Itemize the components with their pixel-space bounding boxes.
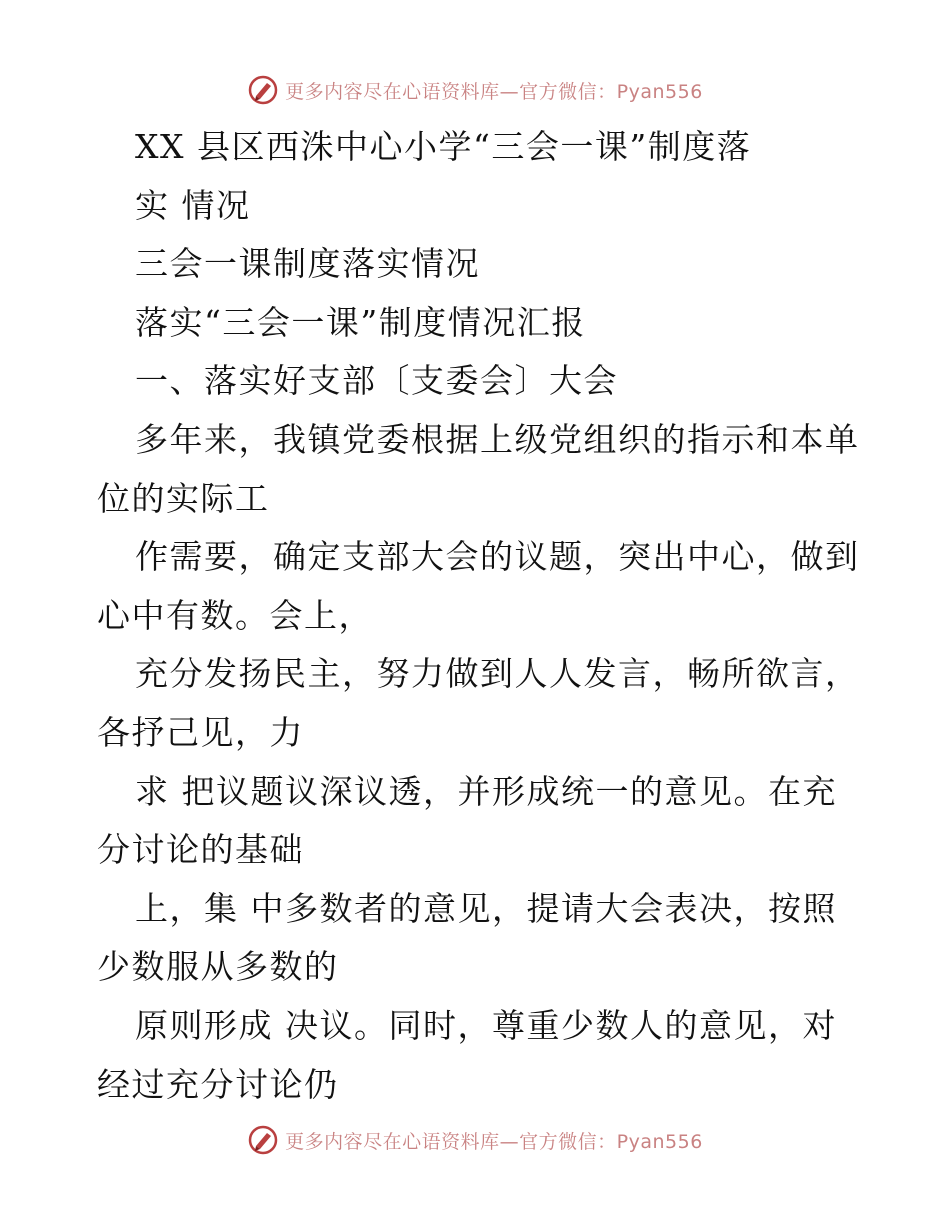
- subtitle-line: 落实“三会一课”制度情况汇报: [135, 302, 586, 342]
- document-body: [97, 118, 860, 1114]
- paragraph-line: 上，集 中多数者的意见，提请大会表决，按照: [135, 888, 837, 928]
- paragraph-line: 经过充分讨论仍: [97, 1064, 339, 1104]
- paragraph-line: 作需要，确定支部大会的议题，突出中心，做到: [135, 537, 860, 577]
- paragraph-line: 心中有数。会上，: [97, 595, 373, 635]
- paragraph-line: 分讨论的基础: [97, 830, 304, 870]
- title-line: XX 县区西洙中心小学“三会一课”制度落: [135, 127, 752, 166]
- header-watermark-banner: [0, 70, 950, 110]
- paragraph-line: 少数服从多数的: [97, 947, 339, 987]
- pen-logo-icon: [247, 1124, 279, 1156]
- pen-logo-icon: [247, 74, 279, 106]
- paragraph-line: 各抒己见，力: [97, 712, 304, 752]
- paragraph-line: 充分发扬民主，努力做到人人发言，畅所欲言，: [135, 654, 860, 694]
- paragraph-line: 求 把议题议深议透，并形成统一的意见。在充: [135, 771, 837, 811]
- header-banner-text: 更多内容尽在心语资料库—官方微信：Pyan556: [285, 80, 703, 103]
- paragraph-line: 多年来，我镇党委根据上级党组织的指示和本单: [135, 419, 860, 459]
- paragraph-line: 原则形成 决议。同时，尊重少数人的意见，对: [135, 1005, 837, 1045]
- paragraph-line: 位的实际工: [97, 478, 270, 518]
- section-heading: 一、落实好支部〔支委会〕大会: [135, 361, 618, 401]
- title-line: 实 情况: [135, 185, 251, 225]
- footer-banner-text: 更多内容尽在心语资料库—官方微信：Pyan556: [285, 1130, 703, 1153]
- subtitle-line: 三会一课制度落实情况: [135, 244, 480, 284]
- footer-watermark-banner: [0, 1120, 950, 1160]
